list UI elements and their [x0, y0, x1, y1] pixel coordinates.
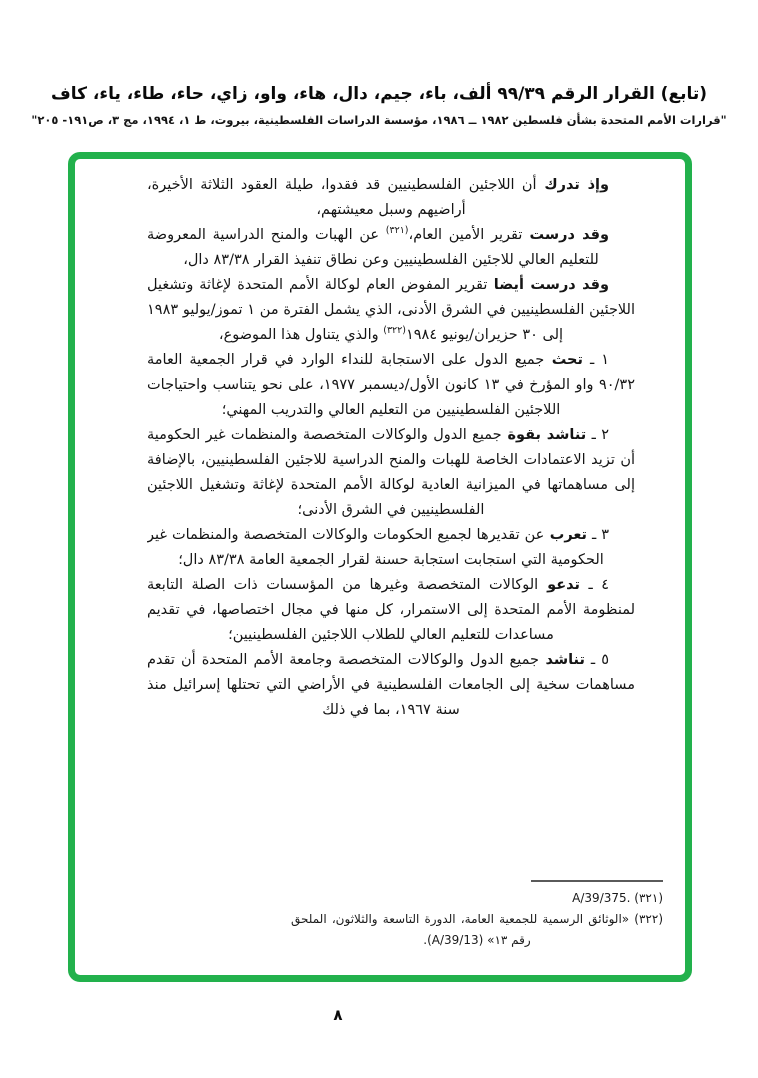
- paragraph-text: ٥ ـ: [584, 652, 610, 668]
- paragraph-text: الوكالات المتخصصة وغيرها من المؤسسات ذات الصلة التابعة لمنظومة الأمم المتحدة إلى الاستمرار، كل منها في مجال اختصاصها، في تقديم مساعدات للتعليم العالي للطلاب اللاجئين الفلسطينيين؛: [147, 577, 635, 643]
- paragraph: [147, 223, 635, 273]
- paragraph-text: عن تقديرها لجميع الحكومات والوكالات المتخصصة والمنظمات غير الحكومية التي استجابت استجابة حسنة لقرار الجمعية العامة ٨٣/٣٨ دال؛: [147, 527, 604, 568]
- paragraph-text: عن الهبات والمنح الدراسية المعروضة للتعليم العالي للاجئين الفلسطينيين وعن نطاق تنفيذ القرار ٨٣/٣٨ دال،: [147, 227, 599, 268]
- resolution-title: (تابع) القرار الرقم ٩٩/٣٩ ألف، باء، جيم، دال، هاء، واو، زاي، حاء، طاء، ياء، كاف: [51, 84, 707, 104]
- paragraph-lead: وقد درست: [522, 227, 609, 243]
- paragraph: [147, 273, 635, 348]
- paragraph-text: جميع الدول والوكالات المتخصصة وجامعة الأمم المتحدة أن تقدم مساهمات سخية إلى الجامعات الفلسطينية في الأراضي التي تحتلها إسرائيل منذ سنة ١٩٦٧، بما في ذلك: [147, 652, 635, 718]
- paragraph-lead: تحث: [544, 352, 583, 368]
- paragraph-lead: تعرب: [544, 527, 587, 543]
- paragraph-text: ٢ ـ: [586, 427, 610, 443]
- paragraph-text: جميع الدول والوكالات المتخصصة والمنظمات غير الحكومية أن تزيد الاعتمادات الخاصة للهبات والمنح الدراسية للاجئين الفلسطينيين، بالإضافة إلى مساهماتها في الميزانية العادية لوكالة الأمم المتحدة لإغاثة وتشغيل اللاجئين الفلسطينيين في الشرق الأدنى؛: [147, 427, 635, 518]
- resolution-body-text: [147, 173, 635, 723]
- paragraph-text: تقرير الأمين العام،: [408, 227, 523, 243]
- footnote-separator-rule: [531, 880, 663, 882]
- source-citation: "قرارات الأمم المتحدة بشأن فلسطين ١٩٨٢ ــ ١٩٨٦، مؤسسة الدراسات الفلسطينية، بيروت، ط ١، ١٩٩٤، مج ٣، ص١٩١- ٢٠٥": [31, 113, 727, 127]
- paragraph-lead: وقد درست أيضا: [487, 277, 609, 293]
- footnote: (٣٢٢) «الوثائق الرسمية للجمعية العامة، الدورة التاسعة والثلاثون، الملحق رقم ١٣» (A/39/13).: [291, 912, 663, 947]
- paragraph: [147, 573, 635, 648]
- footnotes-list: [291, 888, 663, 951]
- paragraph-lead: تدعو: [538, 577, 580, 593]
- paragraph-text: جميع الدول على الاستجابة للنداء الوارد في قرار الجمعية العامة ٩٠/٣٢ واو المؤرخ في ١٣ كانون الأول/ديسمبر ١٩٧٧، على نحو يتناسب واحتياجات اللاجئين الفلسطينيين من التعليم العالي والتدريب المهني؛: [147, 352, 635, 418]
- paragraph: [147, 523, 635, 573]
- paragraph-lead: وإذ تدرك: [536, 177, 609, 193]
- paragraph: [147, 648, 635, 723]
- paragraph-lead: تناشد: [538, 652, 585, 668]
- paragraph: [147, 173, 635, 223]
- paragraph-text: تقرير المفوض العام لوكالة الأمم المتحدة لإغاثة وتشغيل اللاجئين الفلسطينيين في الشرق الأدنى، الذي يشمل الفترة من ١ تموز/يوليو ١٩٨٣ إلى ٣٠ حزيران/يونيو ١٩٨٤: [147, 277, 635, 343]
- footnote-reference: (٣٢١): [385, 225, 409, 237]
- page-header: [0, 84, 758, 127]
- paragraph-text: ١ ـ: [582, 352, 610, 368]
- paragraph-text: ٣ ـ: [586, 527, 610, 543]
- footnote: (٣٢١) A/39/375.‎: [572, 891, 663, 905]
- content-highlight-box: [68, 152, 692, 982]
- paragraph: [147, 423, 635, 523]
- paragraph-lead: تناشد بقوة: [501, 427, 587, 443]
- footnotes-section: [291, 880, 663, 951]
- paragraph: [147, 348, 635, 423]
- paragraph-text: والذي يتناول هذا الموضوع،: [218, 327, 384, 343]
- paragraph-text: ٤ ـ: [579, 577, 609, 593]
- page-number: ٨: [333, 1006, 343, 1024]
- paragraph-text: أن اللاجئين الفلسطينيين قد فقدوا، طيلة العقود الثلاثة الأخيرة، أراضيهم وسبل معيشتهم،: [147, 177, 537, 218]
- footnote-reference: (٣٢٢): [383, 325, 406, 337]
